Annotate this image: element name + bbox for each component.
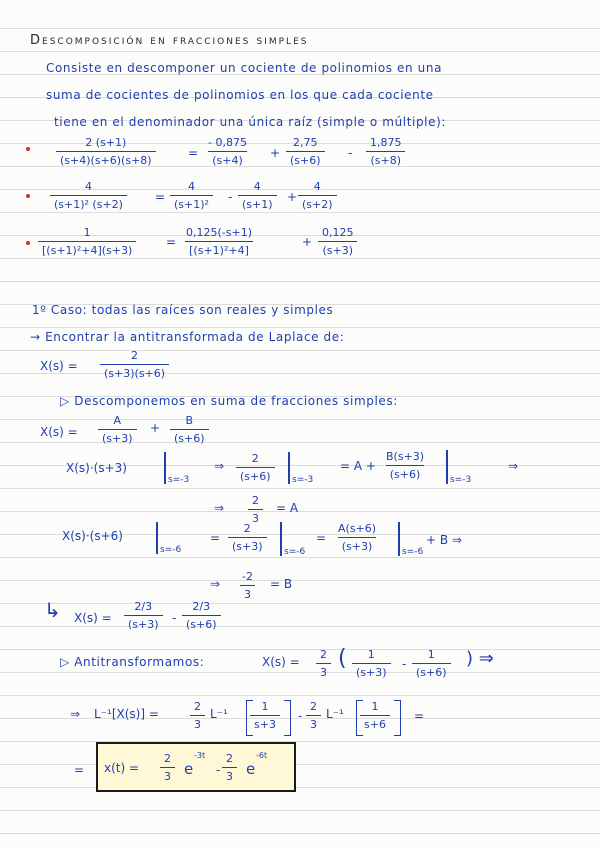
ex3-term1 — [182, 226, 256, 257]
stepA-sub3: s=-3 — [450, 475, 472, 485]
anti-f2-den: (s+6) — [412, 663, 451, 679]
ex2-term3 — [298, 180, 337, 211]
final-e2: e — [246, 760, 256, 778]
stepA-arrow2: ⇒ — [508, 459, 519, 473]
ex3-t1-den: [(s+1)²+4] — [185, 241, 253, 257]
ex3-op1: + — [302, 235, 313, 249]
ex3-lhs-num: 1 — [83, 226, 91, 239]
bullet-icon — [26, 147, 30, 151]
ex2-term1 — [170, 180, 213, 211]
ex1-t1-num: - 0,875 — [208, 136, 247, 149]
r1-num: 2/3 — [134, 600, 153, 613]
stepA-lhs: X(s)·(s+3) — [66, 461, 127, 475]
anti-k-den: 3 — [316, 663, 331, 679]
lap-k1-num: 2 — [194, 700, 201, 713]
resB-num: -2 — [242, 570, 253, 583]
anti-f2-num: 1 — [427, 648, 435, 661]
ex3-equals: = — [166, 235, 177, 249]
r1-den: (s+3) — [124, 615, 163, 631]
ex1-t2-den: (s+6) — [286, 151, 325, 167]
stepA-frac2-num: B(s+3) — [386, 450, 425, 463]
resA-num: 2 — [252, 494, 259, 507]
ex3-t2-den: (s+3) — [318, 241, 357, 257]
ex2-lhs-den: (s+1)² (s+2) — [50, 195, 127, 211]
final-k2-den: 3 — [222, 767, 237, 783]
final-k2-fraction — [222, 752, 237, 783]
xs-fraction — [100, 349, 169, 380]
lap-f1-num: 1 — [261, 700, 269, 713]
stepA-sub2: s=-3 — [292, 475, 314, 485]
lap-lhs: L⁻¹[X(s)] = — [94, 707, 159, 721]
stepB-sub: s=-6 — [160, 545, 182, 555]
eval-bar — [156, 522, 158, 554]
ex3-t2-num: 0,125 — [322, 226, 354, 239]
ex1-t1-den: (s+4) — [208, 151, 247, 167]
resB-fraction — [238, 570, 257, 601]
resA-tail: = A — [276, 501, 299, 515]
ex3-lhs-fraction — [38, 226, 136, 257]
stepB-frac-den: (s+3) — [228, 537, 267, 553]
anti-f1-num: 1 — [367, 648, 375, 661]
xs-den: (s+3)(s+6) — [100, 364, 169, 380]
eval-bar — [280, 522, 282, 556]
result-lhs: X(s) = — [74, 611, 112, 625]
decomp-B-fraction — [170, 414, 209, 445]
anti-lhs: X(s) = — [262, 655, 300, 669]
ex1-op2: - — [348, 146, 353, 160]
stepB-frac2-den: (s+3) — [338, 537, 377, 553]
decomp-A-fraction — [98, 414, 137, 445]
page-title: Descomposición en fracciones simples — [30, 33, 309, 48]
eval-bar — [446, 450, 448, 484]
anti-close: ) ⇒ — [466, 648, 494, 669]
lap-k2-fraction — [306, 700, 321, 731]
ex3-t1-num: 0,125(-s+1) — [186, 226, 252, 239]
stepA-frac2-den: (s+6) — [386, 465, 425, 481]
ex2-op1: - — [228, 190, 233, 204]
ex2-t3-den: (s+2) — [298, 195, 337, 211]
final-exp2: -6t — [256, 751, 268, 760]
ex3-lhs-den: [(s+1)²+4](s+3) — [38, 241, 136, 257]
lap-f2-num: 1 — [371, 700, 379, 713]
result-frac1 — [124, 600, 163, 631]
lap-f1-den: s+3 — [250, 715, 280, 731]
anti-op: - — [402, 657, 407, 671]
lap-minus: - — [298, 709, 303, 723]
resB-den: 3 — [240, 585, 255, 601]
anti-k-num: 2 — [320, 648, 327, 661]
decomp-label: ▷ Descomponemos en suma de fracciones simples: — [60, 394, 398, 408]
anti-f1-fraction — [352, 648, 391, 679]
A-num: A — [113, 414, 122, 427]
eval-bar — [288, 452, 290, 484]
ex1-lhs-den: (s+4)(s+6)(s+8) — [56, 151, 156, 167]
final-result-box — [96, 742, 296, 792]
bullet-icon — [26, 241, 30, 245]
ex1-t2-num: 2,75 — [293, 136, 318, 149]
ex1-lhs-num: 2 (s+1) — [85, 136, 127, 149]
resA-fraction — [248, 494, 263, 525]
intro-line-2: suma de cocientes de polinomios en los que cada cociente — [46, 88, 434, 102]
lap-op2: L⁻¹ — [326, 707, 344, 721]
lap-k2-den: 3 — [306, 715, 321, 731]
ex2-t1-den: (s+1)² — [170, 195, 213, 211]
bracket-right-icon — [284, 700, 291, 736]
ex2-lhs-fraction — [50, 180, 127, 211]
ex2-equals: = — [155, 190, 166, 204]
intro-line-3: tiene en el denominador una única raíz (simple o múltiple): — [54, 115, 447, 129]
ex2-lhs-num: 4 — [84, 180, 92, 193]
stepA-fraction — [236, 452, 275, 483]
lap-f2-den: s+6 — [360, 715, 390, 731]
xs-label: X(s) = — [40, 359, 78, 373]
stepB-eq2: = — [316, 531, 327, 545]
ex3-term2 — [318, 226, 358, 257]
result-op: - — [172, 611, 177, 625]
stepA-sub: s=-3 — [168, 475, 190, 485]
r2-den: (s+6) — [182, 615, 221, 631]
A-den: (s+3) — [98, 429, 137, 445]
xs-num: 2 — [131, 349, 139, 362]
stepA-frac-den: (s+6) — [236, 467, 275, 483]
anti-k-fraction — [316, 648, 331, 679]
stepA-frac-num: 2 — [251, 452, 259, 465]
stepB-tail: + B ⇒ — [426, 533, 462, 547]
ex2-t2-num: 4 — [253, 180, 261, 193]
lap-f2-fraction — [360, 700, 390, 731]
lap-k1-den: 3 — [190, 715, 205, 731]
resB-tail: = B — [270, 577, 293, 591]
ex2-term2 — [238, 180, 277, 211]
final-k2-num: 2 — [226, 752, 233, 765]
stepB-fraction — [228, 522, 267, 553]
final-eq: = — [74, 763, 85, 777]
ex1-term3 — [366, 136, 406, 167]
lap-f1-fraction — [250, 700, 280, 731]
ex1-term1 — [204, 136, 251, 167]
bracket-right-icon — [394, 700, 401, 736]
case1-task: → Encontrar la antitransformada de Laplace de: — [30, 330, 345, 344]
final-minus: - — [216, 763, 221, 777]
stepB-sub3: s=-6 — [402, 547, 424, 557]
result-frac2 — [182, 600, 221, 631]
result-arrow-icon: ↳ — [44, 598, 61, 622]
final-k1-num: 2 — [164, 752, 171, 765]
r2-num: 2/3 — [192, 600, 211, 613]
B-den: (s+6) — [170, 429, 209, 445]
resA-arrow: ⇒ — [214, 501, 225, 515]
resA-den: 3 — [248, 509, 263, 525]
ex1-term2 — [286, 136, 325, 167]
stepA-arrow: ⇒ — [214, 459, 225, 473]
ex2-t3-num: 4 — [313, 180, 321, 193]
lap-op1: L⁻¹ — [210, 707, 228, 721]
ex1-op1: + — [270, 146, 281, 160]
decomp-lhs: X(s) = — [40, 425, 78, 439]
eval-bar — [398, 522, 400, 556]
final-k1-fraction — [160, 752, 175, 783]
ex1-t3-den: (s+8) — [366, 151, 405, 167]
final-exp1: -3t — [194, 751, 206, 760]
final-lhs: x(t) = — [104, 761, 140, 775]
anti-f1-den: (s+3) — [352, 663, 391, 679]
decomp-plus: + — [150, 421, 161, 435]
final-k1-den: 3 — [160, 767, 175, 783]
eval-bar — [164, 452, 166, 484]
stepB-lhs: X(s)·(s+6) — [62, 529, 123, 543]
stepB-eq: = — [210, 531, 221, 545]
lap-k2-num: 2 — [310, 700, 317, 713]
case1-heading: 1º Caso: todas las raíces son reales y simples — [32, 303, 334, 317]
ex1-equals: = — [188, 146, 199, 160]
anti-f2-fraction — [412, 648, 451, 679]
stepB-fraction2 — [334, 522, 380, 553]
stepB-sub2: s=-6 — [284, 547, 306, 557]
stepA-fraction2 — [382, 450, 428, 481]
anti-open-paren: ( — [338, 646, 347, 671]
resB-arrow: ⇒ — [210, 577, 221, 591]
ex2-op2: + — [287, 190, 298, 204]
ex1-lhs-fraction — [56, 136, 156, 167]
ex1-t3-num: 1,875 — [370, 136, 402, 149]
final-e1: e — [184, 760, 194, 778]
stepB-frac-num: 2 — [243, 522, 251, 535]
B-num: B — [185, 414, 194, 427]
lap-k1-fraction — [190, 700, 205, 731]
stepA-eq: = A + — [340, 459, 376, 473]
intro-line-1: Consiste en descomponer un cociente de polinomios en una — [46, 61, 443, 75]
ex2-t2-den: (s+1) — [238, 195, 277, 211]
lap-eq: = — [414, 709, 425, 723]
lap-arrow: ⇒ — [70, 707, 81, 721]
ex2-t1-num: 4 — [187, 180, 195, 193]
bullet-icon — [26, 194, 30, 198]
anti-label: ▷ Antitransformamos: — [60, 655, 205, 669]
stepB-frac2-num: A(s+6) — [338, 522, 377, 535]
